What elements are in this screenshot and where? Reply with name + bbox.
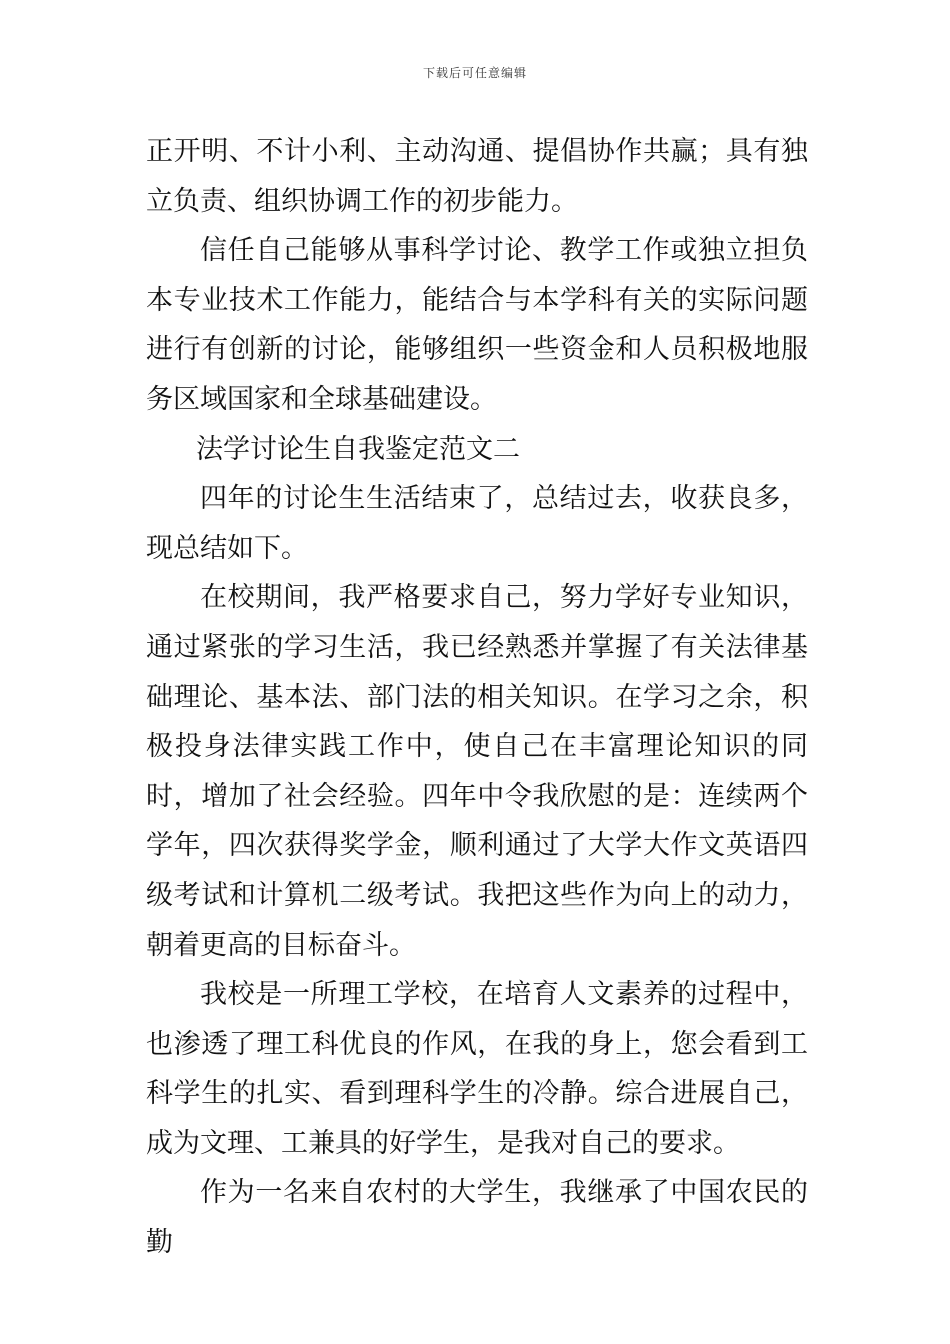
paragraph: 在校期间，我严格要求自己，努力学好专业知识，通过紧张的学习生活，我已经熟悉并掌握了有关法律基础理论、基本法、部门法的相关知识。在学习之余，积极投身法律实践工作中，使自己在丰富理论知识的同时，增加了社会经验。四年中令我欣慰的是：连续两个学年，四次获得奖学金，顺利通过了大学大作文英语四级考试和计算机二级考试。我把这些作为向上的动力，朝着更高的目标奋斗。: [146, 582, 808, 961]
page-header: 下载后可任意编辑: [422, 66, 527, 80]
section-heading: 法学讨论生自我鉴定范文二: [196, 433, 520, 465]
paragraph: 信任自己能够从事科学讨论、教学工作或独立担负本专业技术工作能力，能结合与本学科有关的实际问题进行有创新的讨论，能够组织一些资金和人员积极地服务区域国家和全球基础建设。: [146, 235, 808, 415]
document-body: [146, 127, 808, 1268]
paragraph: 作为一名来自农村的大学生，我继承了中国农民的勤: [146, 1177, 808, 1259]
paragraph-continuation: 正开明、不计小利、主动沟通、提倡协作共赢；具有独立负责、组织协调工作的初步能力。: [146, 136, 808, 217]
paragraph: 四年的讨论生生活结束了，总结过去，收获良多，现总结如下。: [146, 483, 808, 564]
paragraph: 我校是一所理工学校，在培育人文素养的过程中，也渗透了理工科优良的作风，在我的身上，您会看到工科学生的扎实、看到理科学生的冷静。综合进展自己，成为文理、工兼具的好学生，是我对自己的要求。: [146, 979, 808, 1159]
